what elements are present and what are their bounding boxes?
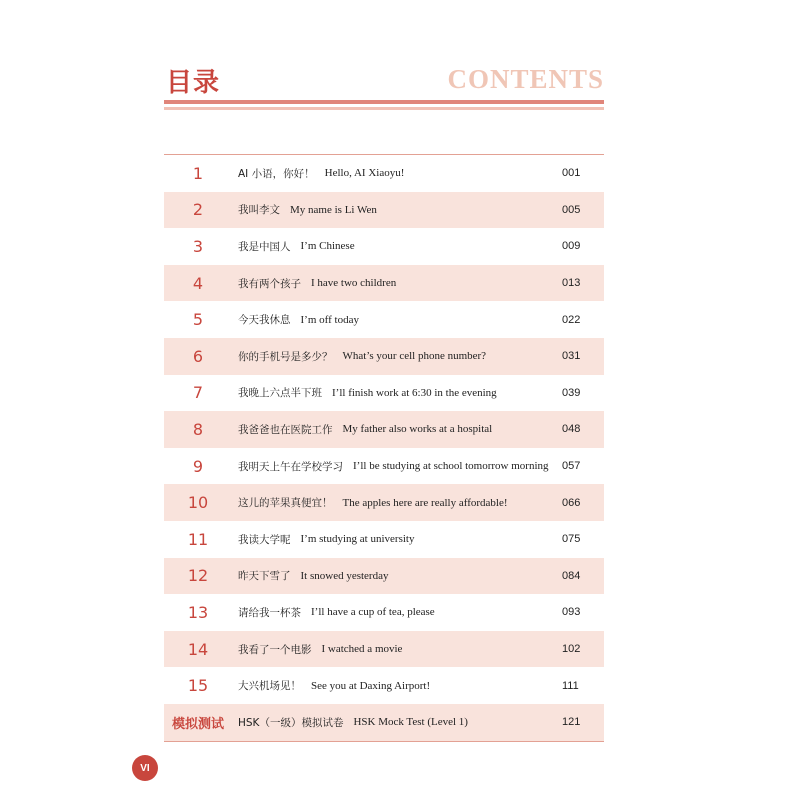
toc-page-number: 057: [562, 460, 581, 473]
toc-title-chinese: 大兴机场见！: [238, 680, 301, 693]
toc-title-chinese: AI 小语，你好！: [238, 167, 315, 180]
toc-lesson-number: 9: [192, 456, 204, 476]
toc-title-english: I’m studying at university: [300, 533, 415, 546]
toc-page-number: 111: [562, 679, 579, 692]
toc-page-number: 031: [562, 350, 581, 363]
toc-page-number: 093: [562, 606, 581, 619]
page-title-english: CONTENTS: [447, 64, 604, 94]
toc-row[interactable]: [164, 155, 604, 192]
toc-page-number: 048: [562, 423, 581, 436]
toc-row[interactable]: [164, 631, 604, 668]
toc-row[interactable]: [164, 265, 604, 302]
page-title-chinese: 目录: [166, 68, 221, 98]
toc-title-english: I have two children: [311, 277, 397, 290]
toc-lesson-number: 4: [192, 273, 204, 293]
toc-page-number: 084: [562, 569, 581, 582]
toc-page-number: 013: [562, 277, 581, 290]
toc-lesson-number: 6: [192, 346, 204, 366]
toc-title-chinese: 我有两个孩子: [238, 277, 301, 290]
toc-page-number: 009: [562, 240, 581, 253]
header-rule-thin: [164, 107, 604, 110]
toc-page-number: 075: [562, 533, 581, 546]
toc-title-english: What’s your cell phone number?: [342, 350, 487, 363]
toc-row[interactable]: [164, 448, 604, 485]
toc-title-chinese: 今天我休息: [238, 314, 291, 327]
toc-title-chinese: 你的手机号是多少？: [238, 350, 333, 363]
toc-lesson-number: 13: [187, 602, 209, 622]
toc-title-chinese: HSK（一级）模拟试卷: [238, 716, 344, 729]
toc-row[interactable]: [164, 228, 604, 265]
toc-row[interactable]: [164, 667, 604, 704]
toc-lesson-number: 模拟测试: [171, 716, 224, 732]
toc-row[interactable]: [164, 521, 604, 558]
toc-row[interactable]: [164, 704, 604, 741]
page-number-badge: VI: [132, 755, 158, 781]
toc-title-english: See you at Daxing Airport!: [311, 679, 431, 692]
toc-title-chinese: 我明天上午在学校学习: [238, 460, 343, 473]
toc-title-chinese: 我晚上六点半下班: [238, 387, 322, 400]
toc-lesson-number: 5: [192, 310, 204, 330]
toc-lesson-number: 14: [187, 639, 209, 659]
toc-title-chinese: 这儿的苹果真便宜！: [238, 497, 333, 510]
toc-page-number: 005: [562, 203, 581, 216]
toc-title-chinese: 我爸爸也在医院工作: [238, 423, 333, 436]
toc-page-number: 066: [562, 496, 581, 509]
toc-title-chinese: 我是中国人: [238, 240, 291, 253]
toc-row[interactable]: [164, 484, 604, 521]
toc-title-english: I’m Chinese: [300, 240, 355, 253]
toc-title-english: My name is Li Wen: [290, 203, 377, 216]
toc-row[interactable]: [164, 558, 604, 595]
toc-title-english: I watched a movie: [321, 643, 403, 656]
toc-title-chinese: 我读大学呢: [238, 533, 291, 546]
toc-lesson-number: 1: [192, 163, 204, 183]
toc-lesson-number: 11: [187, 529, 209, 549]
toc-row[interactable]: [164, 338, 604, 375]
toc-row[interactable]: [164, 375, 604, 412]
toc-title-chinese: 我叫李文: [238, 204, 280, 217]
toc-title-english: HSK Mock Test (Level 1): [353, 716, 468, 729]
toc-title-english: I’ll have a cup of tea, please: [311, 606, 435, 619]
toc-lesson-number: 2: [192, 200, 204, 220]
toc-lesson-number: 15: [187, 676, 209, 696]
toc-row[interactable]: [164, 594, 604, 631]
toc-page-number: 102: [562, 643, 581, 656]
toc-lesson-number: 3: [192, 236, 204, 256]
toc-title-english: It snowed yesterday: [300, 569, 389, 582]
toc-page-number: 039: [562, 386, 581, 399]
toc-title-chinese: 请给我一杯茶: [238, 606, 301, 619]
toc-title-english: I’ll finish work at 6:30 in the evening: [332, 386, 497, 399]
toc-title-english: Hello, AI Xiaoyu!: [324, 167, 405, 180]
table-of-contents: [164, 154, 604, 742]
toc-title-chinese: 昨天下雪了: [238, 570, 291, 583]
toc-row[interactable]: [164, 411, 604, 448]
toc-lesson-number: 12: [187, 566, 209, 586]
toc-title-chinese: 我看了一个电影: [238, 643, 312, 656]
toc-row[interactable]: [164, 192, 604, 229]
toc-title-english: I’ll be studying at school tomorrow morning: [353, 460, 549, 473]
toc-title-english: The apples here are really affordable!: [342, 496, 508, 509]
toc-title-english: My father also works at a hospital: [342, 423, 493, 436]
toc-lesson-number: 10: [187, 493, 209, 513]
toc-page-number: 022: [562, 313, 581, 326]
toc-page-number: 121: [562, 716, 581, 729]
toc-page-number: 001: [562, 167, 581, 180]
toc-row[interactable]: [164, 301, 604, 338]
toc-title-english: I’m off today: [300, 313, 359, 326]
toc-lesson-number: 8: [192, 419, 204, 439]
header-rule-thick: [164, 100, 604, 104]
toc-lesson-number: 7: [192, 383, 204, 403]
